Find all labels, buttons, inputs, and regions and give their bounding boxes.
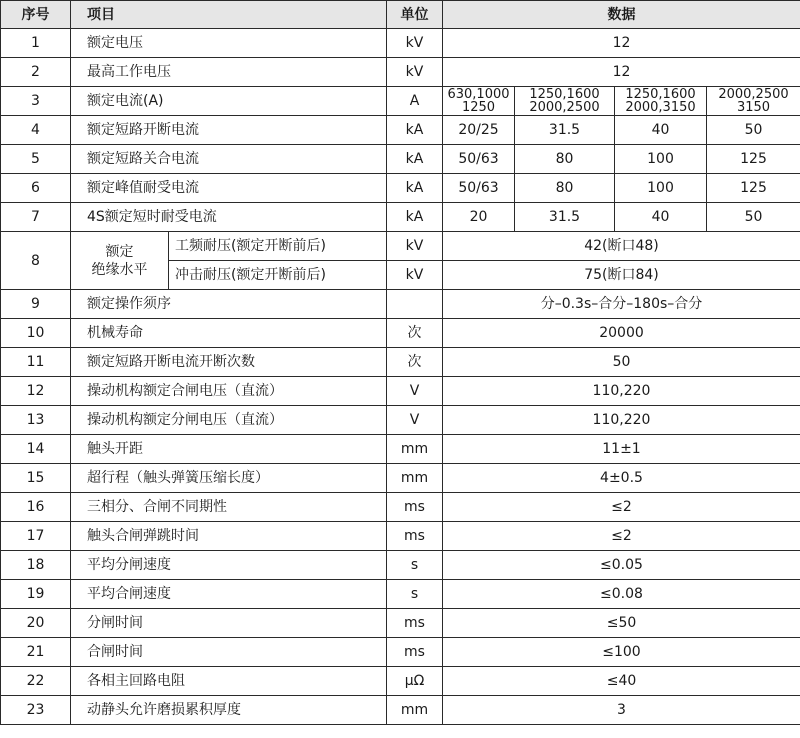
row-item: 额定电流(A) [71,87,387,116]
row-value: 31.5 [515,116,615,145]
row-unit: kA [387,203,443,232]
row-item: 最高工作电压 [71,58,387,87]
table-row [1,522,800,551]
table-row [1,58,800,87]
row-item: 各相主回路电阻 [71,667,387,696]
row-subitem: 工频耐压(额定开断前后) [169,232,387,261]
table-row [1,348,800,377]
value-line: 2000,3150 [625,100,696,115]
row-no: 13 [1,406,71,435]
value-line: 630,1000 [447,87,510,102]
row-value: 20 [443,203,515,232]
row-no: 4 [1,116,71,145]
row-no: 22 [1,667,71,696]
row-item: 操动机构额定分闸电压（直流） [71,406,387,435]
rated-current-value [707,87,800,116]
row-unit: 次 [387,319,443,348]
row-unit: mm [387,464,443,493]
row-value: 110,220 [443,377,800,406]
header-no: 序号 [1,1,71,29]
table-row [1,319,800,348]
row-value: ≤100 [443,638,800,667]
table-row [1,406,800,435]
row-item: 平均合闸速度 [71,580,387,609]
table-row [1,609,800,638]
table-row [1,464,800,493]
row-no: 21 [1,638,71,667]
row-no: 16 [1,493,71,522]
row-value: ≤2 [443,493,800,522]
row-value: 100 [615,174,707,203]
row-value: 110,220 [443,406,800,435]
row-value: ≤2 [443,522,800,551]
row-unit: kV [387,232,443,261]
row-unit: V [387,377,443,406]
label-line: 绝缘水平 [91,261,148,278]
row-value: ≤0.05 [443,551,800,580]
row-value: 80 [515,145,615,174]
row-value: 75(断口84) [443,261,800,290]
row-item: 机械寿命 [71,319,387,348]
row-item: 动静头允许磨损累积厚度 [71,696,387,725]
row-value: 31.5 [515,203,615,232]
row-no: 18 [1,551,71,580]
row-no: 1 [1,29,71,58]
row-item: 额定峰值耐受电流 [71,174,387,203]
row-unit: s [387,551,443,580]
row-item: 额定短路开断电流开断次数 [71,348,387,377]
row-value: 50/63 [443,174,515,203]
table-row [1,667,800,696]
row-no: 3 [1,87,71,116]
row-subitem: 冲击耐压(额定开断前后) [169,261,387,290]
rated-current-value [443,87,515,116]
row-value: 20000 [443,319,800,348]
table-row [1,551,800,580]
row-no: 20 [1,609,71,638]
row-item: 分闸时间 [71,609,387,638]
row-unit: kA [387,145,443,174]
table-row [1,696,800,725]
row-no: 19 [1,580,71,609]
row-no: 7 [1,203,71,232]
row-item: 额定操作须序 [71,290,387,319]
header-unit: 单位 [387,1,443,29]
insulation-level-label [71,232,169,290]
row-item: 额定短路关合电流 [71,145,387,174]
row-value: 分–0.3s–合分–180s–合分 [443,290,800,319]
label-line: 额定 [105,243,134,260]
row-value: ≤50 [443,609,800,638]
row-value: 100 [615,145,707,174]
row-no: 17 [1,522,71,551]
table-row [1,435,800,464]
row-value: 125 [707,174,800,203]
row-item: 三相分、合闸不同期性 [71,493,387,522]
row-no: 15 [1,464,71,493]
row-unit: A [387,87,443,116]
table-row [1,87,800,116]
row-value: 40 [615,116,707,145]
row-unit: ms [387,609,443,638]
row-no: 9 [1,290,71,319]
row-value: 125 [707,145,800,174]
row-no: 10 [1,319,71,348]
table-row [1,493,800,522]
row-no: 12 [1,377,71,406]
table-row [1,203,800,232]
table-row [1,580,800,609]
row-item: 触头开距 [71,435,387,464]
row-value: 12 [443,58,800,87]
row-value: 50 [443,348,800,377]
row-item: 操动机构额定合闸电压（直流） [71,377,387,406]
row-value: 12 [443,29,800,58]
row-unit: ms [387,522,443,551]
row-unit: kV [387,58,443,87]
row-value: 3 [443,696,800,725]
row-no: 8 [1,232,71,290]
value-line: 1250,1600 [529,87,600,102]
row-value: 42(断口48) [443,232,800,261]
table-row [1,145,800,174]
row-value: 50 [707,116,800,145]
header-row [1,1,800,29]
row-no: 11 [1,348,71,377]
row-unit: V [387,406,443,435]
header-data: 数据 [443,1,800,29]
value-line: 2000,2500 [529,100,600,115]
row-item: 4S额定短时耐受电流 [71,203,387,232]
row-item: 合闸时间 [71,638,387,667]
row-no: 14 [1,435,71,464]
table-row [1,377,800,406]
row-item: 触头合闸弹跳时间 [71,522,387,551]
row-unit: s [387,580,443,609]
row-value: 20/25 [443,116,515,145]
table-row [1,116,800,145]
row-value: 4±0.5 [443,464,800,493]
row-value: ≤40 [443,667,800,696]
row-unit: kA [387,174,443,203]
value-line: 1250,1600 [625,87,696,102]
value-line: 1250 [461,100,496,115]
row-item: 平均分闸速度 [71,551,387,580]
row-no: 23 [1,696,71,725]
remaining-rows [1,290,800,725]
row-value: 11±1 [443,435,800,464]
row-value: 50/63 [443,145,515,174]
row-value: 40 [615,203,707,232]
table-row [1,638,800,667]
row-unit: ms [387,638,443,667]
row-item: 额定电压 [71,29,387,58]
rated-current-value [615,87,707,116]
rated-current-value [515,87,615,116]
row-no: 2 [1,58,71,87]
row-value: ≤0.08 [443,580,800,609]
table-row [1,290,800,319]
value-line: 3150 [736,100,771,115]
table-row [1,232,800,261]
row-unit: kV [387,261,443,290]
header-item: 项目 [71,1,387,29]
row-value: 50 [707,203,800,232]
row-unit: ms [387,493,443,522]
row-unit: mm [387,696,443,725]
value-line: 2000,2500 [718,87,789,102]
row-no: 5 [1,145,71,174]
row-unit [387,290,443,319]
row-unit: μΩ [387,667,443,696]
table-row [1,174,800,203]
row-unit: kV [387,29,443,58]
row-item: 额定短路开断电流 [71,116,387,145]
table-row [1,29,800,58]
row-unit: kA [387,116,443,145]
row-unit: 次 [387,348,443,377]
row-no: 6 [1,174,71,203]
row-item: 超行程（触头弹簧压缩长度） [71,464,387,493]
row-value: 80 [515,174,615,203]
row-unit: mm [387,435,443,464]
